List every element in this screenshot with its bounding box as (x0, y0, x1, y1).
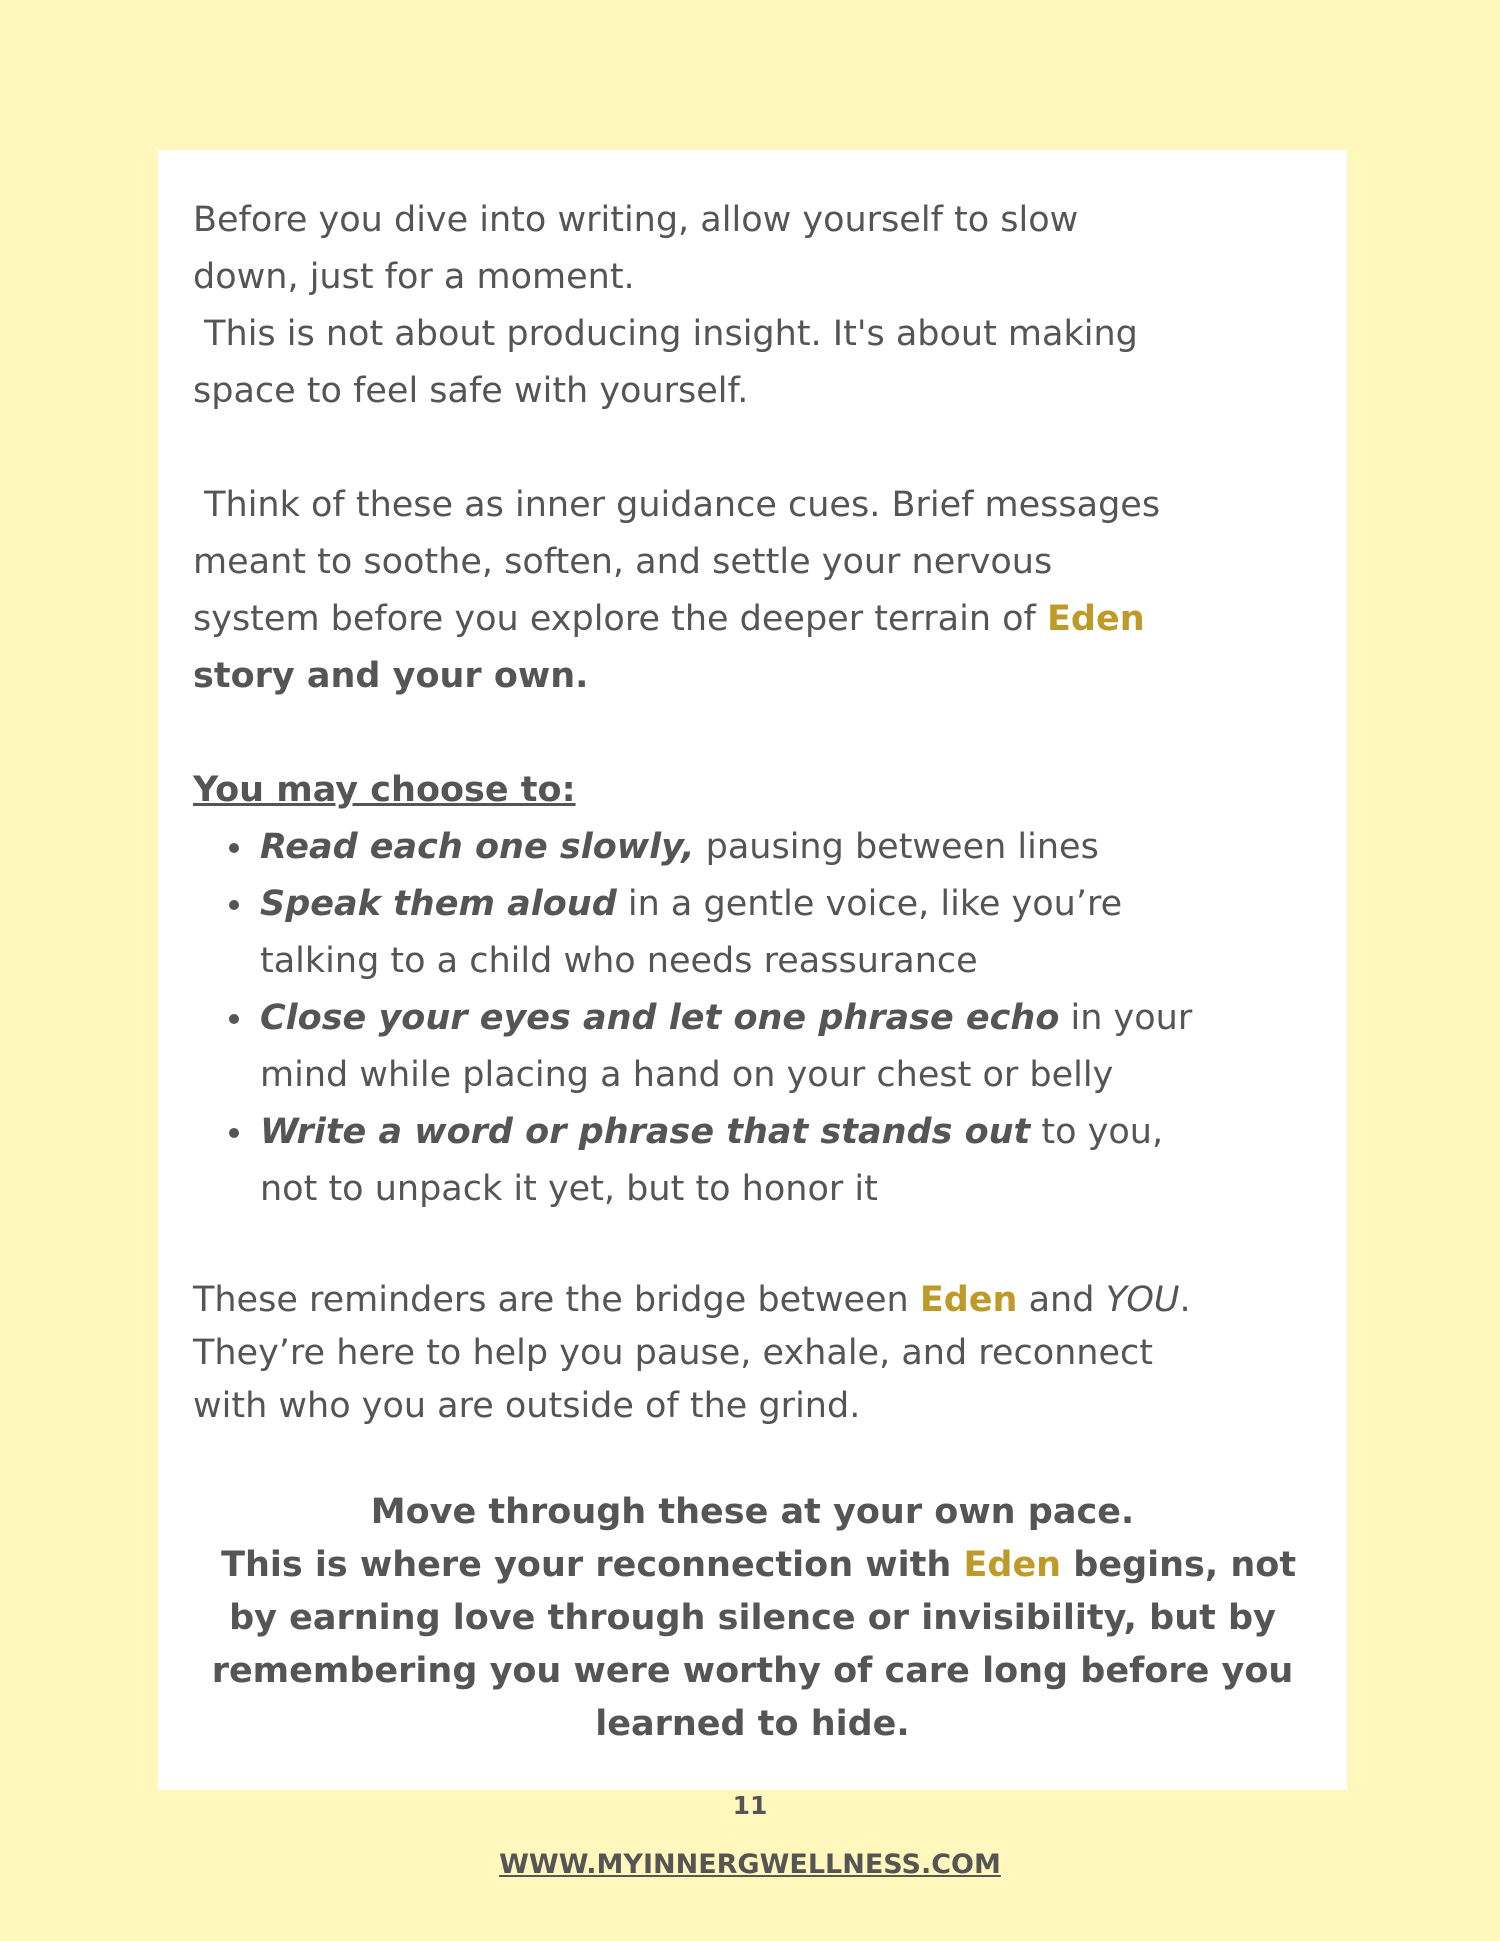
list-item (193, 990, 1323, 1047)
bullet-icon (229, 1014, 239, 1024)
text-line: with who you are outside of the grind. (193, 1386, 861, 1426)
list-item-continuation: mind while placing a hand on your chest or belly (260, 1055, 1114, 1095)
item-emphasis: Write a word or phrase that stands out (260, 1112, 1031, 1152)
text-line: This is not about producing insight. It's about making (193, 314, 1138, 354)
you-emphasis: YOU (1105, 1280, 1180, 1320)
guidance-paragraph (193, 477, 1323, 705)
item-text: in your (1059, 998, 1193, 1038)
text-line: by earning love through silence or invisibility, but by (229, 1598, 1276, 1638)
choices-heading: You may choose to: (193, 770, 576, 810)
text-line: learned to hide. (595, 1704, 910, 1744)
text-line: Think of these as inner guidance cues. Brief messages (193, 485, 1161, 525)
eden-highlight: Eden (1047, 599, 1145, 639)
text-line: Before you dive into writing, allow yourself to slow (193, 200, 1079, 240)
bullet-icon (229, 1128, 239, 1138)
list-item (193, 876, 1323, 933)
text-line: Move through these at your own pace. (370, 1492, 1135, 1532)
text-line (193, 591, 1323, 648)
reminders-paragraph (193, 1274, 1323, 1433)
eden-highlight: Eden (919, 1280, 1018, 1320)
website-link[interactable]: WWW.MYINNERGWELLNESS.COM (499, 1849, 1001, 1880)
text-run: . (1179, 1280, 1191, 1320)
intro-paragraph (193, 192, 1323, 420)
list-item-continuation: talking to a child who needs reassurance (260, 941, 978, 981)
text-run: These reminders are the bridge between (193, 1280, 920, 1320)
text-line: down, just for a moment. (193, 257, 635, 297)
text-line: meant to soothe, soften, and settle your nervous (193, 542, 1053, 582)
bullet-icon (229, 843, 239, 853)
eden-highlight: Eden (963, 1545, 1062, 1585)
page-number: 11 (732, 1791, 768, 1820)
text-line: They’re here to help you pause, exhale, and reconnect (193, 1333, 1153, 1373)
closing-paragraph (158, 1486, 1347, 1751)
item-text: to you, (1030, 1112, 1164, 1152)
item-text: in a gentle voice, like you’re (616, 884, 1123, 924)
text-run: and (1017, 1280, 1106, 1320)
text-run: begins, not (1061, 1545, 1297, 1585)
text-line (158, 1539, 1347, 1592)
text-line (193, 1274, 1323, 1327)
item-emphasis: Read each one slowly, (260, 827, 695, 867)
list-item (193, 819, 1323, 876)
bullet-icon (229, 900, 239, 910)
item-emphasis: Speak them aloud (260, 884, 617, 924)
list-item (193, 1104, 1323, 1161)
item-emphasis: Close your eyes and let one phrase echo (260, 998, 1060, 1038)
list-item-continuation: not to unpack it yet, but to honor it (260, 1169, 878, 1209)
text-line: space to feel safe with yourself. (193, 371, 749, 411)
text-line: story and your own. (193, 656, 589, 696)
item-text: pausing between lines (694, 827, 1099, 867)
text-run: This is where your reconnection with (208, 1545, 964, 1585)
text-line: remembering you were worthy of care long before you (211, 1651, 1294, 1691)
choices-section (193, 762, 1323, 1218)
text-run: system before you explore the deeper terrain of (193, 599, 1047, 639)
